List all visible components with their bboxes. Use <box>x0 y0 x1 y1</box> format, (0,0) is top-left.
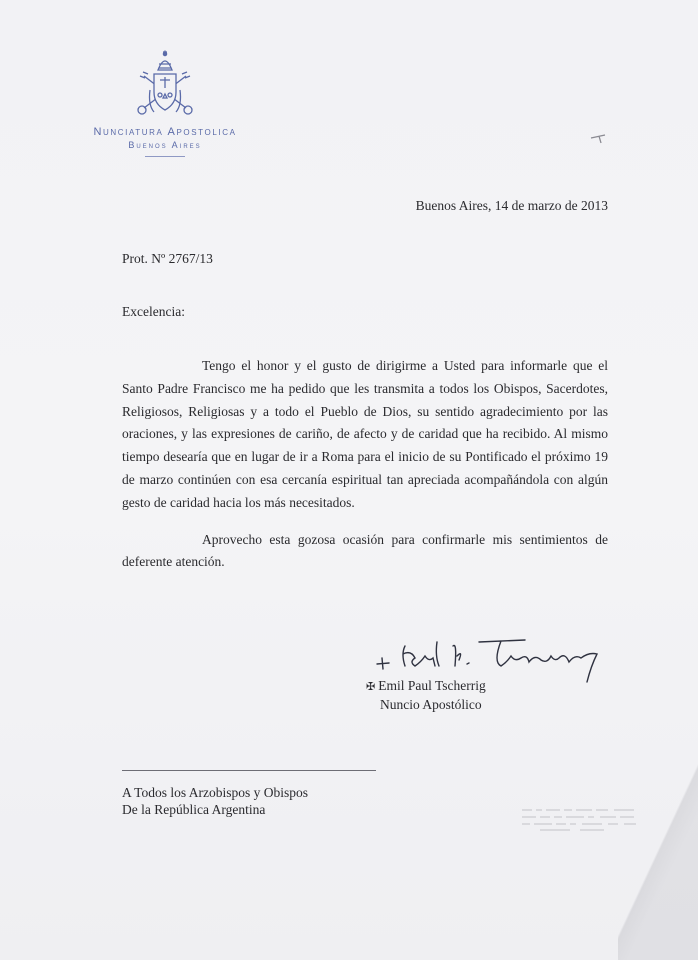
signer-title: Nuncio Apostólico <box>380 697 482 712</box>
letterhead-name: Nunciatura Apostolica <box>93 126 237 138</box>
signer-block <box>366 677 486 714</box>
faded-stamp-icon <box>520 806 645 834</box>
protocol-number: Prot. Nº 2767/13 <box>122 251 213 266</box>
signer-name: Emil Paul Tscherrig <box>378 678 486 693</box>
papal-coat-of-arms-icon <box>130 50 200 120</box>
letter-body <box>122 355 608 574</box>
letterhead-city: Buenos Aires <box>128 140 202 150</box>
recipient-line: De la República Argentina <box>122 802 266 817</box>
letter-date: Buenos Aires, 14 de marzo de 2013 <box>415 198 608 213</box>
body-paragraph: Aprovecho esta gozosa ocasión para confirmarle mis sentimientos de deferente atención. <box>122 531 608 570</box>
letterhead <box>70 50 260 157</box>
recipients <box>122 784 308 818</box>
bishop-cross-icon: ✠ <box>366 681 376 693</box>
recipient-divider <box>122 770 376 771</box>
body-paragraph: Tengo el honor y el gusto de dirigirme a Usted para informarle que el Santo Padre Francisco me ha pedido que les transmita a todos los Obispos, Sacerdotes, Religiosos, Religiosas y a todo el Pueblo de Dios, su sentido agradecimiento por las oraciones, y las expresiones de cariño, de afecto y de caridad que ha recibido. Al mismo tiempo desearía que en lugar de ir a Roma para el inicio de su Pontificado el próximo 19 de marzo continúen con esa cercanía espiritual tan apreciada acompañándola con algún gesto de caridad hacia los más necesitados. <box>122 358 608 510</box>
pen-mark-icon <box>590 132 606 144</box>
page-edge-shadow <box>618 640 698 960</box>
letterhead-divider <box>145 156 185 157</box>
recipient-line: A Todos los Arzobispos y Obispos <box>122 785 308 800</box>
salutation: Excelencia: <box>122 304 185 319</box>
